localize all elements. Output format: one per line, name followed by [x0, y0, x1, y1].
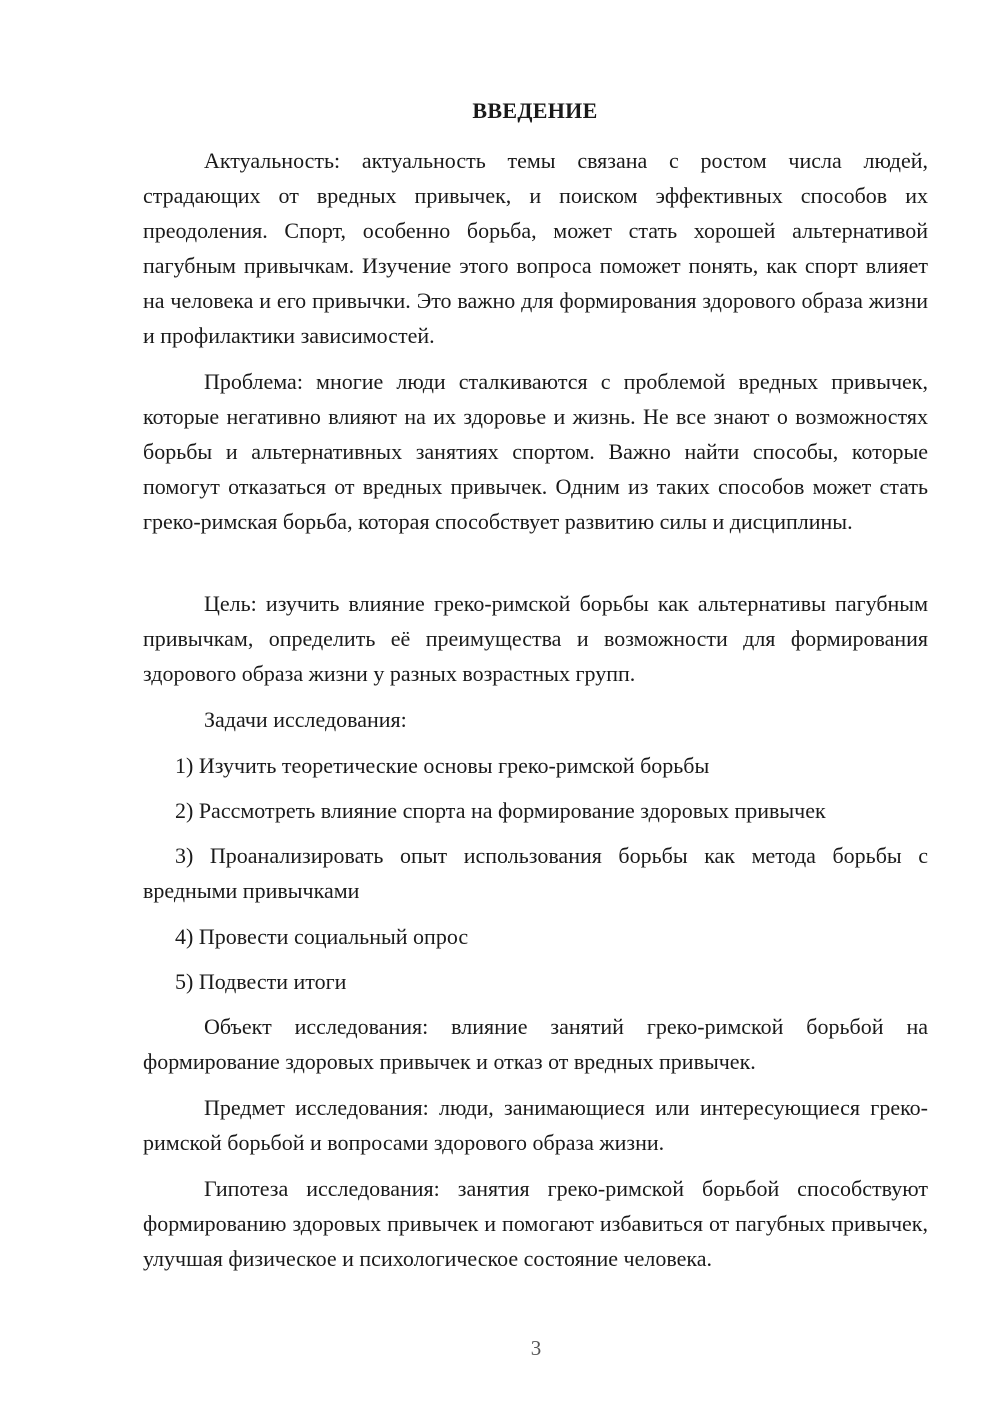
problem-paragraph: Проблема: многие люди сталкиваются с проблемой вредных привычек, которые негативно влияют на их здоровье и жизнь. Не все знают о возможностях борьбы и альтернативных занятиях спортом. Важно найти способы, которые помогут отказаться от вредных привычек. Одним из таких способов может стать греко-римская борьба, которая способствует развитию силы и дисциплины.: [143, 369, 928, 534]
section-title: ВВЕДЕНИЕ: [472, 98, 598, 123]
hypothesis-paragraph: Гипотеза исследования: занятия греко-римской борьбой способствуют формированию здоровых привычек и помогают избавиться от пагубных привычек, улучшая физическое и психологическое состояние человека.: [143, 1176, 928, 1271]
goal-paragraph: Цель: изучить влияние греко-римской борьбы как альтернативы пагубным привычкам, определить её преимущества и возможности для формирования здорового образа жизни у разных возрастных групп.: [143, 591, 928, 686]
task-item: 4) Провести социальный опрос: [175, 924, 469, 949]
subject-paragraph: Предмет исследования: люди, занимающиеся или интересующиеся греко-римской борьбой и вопросами здорового образа жизни.: [143, 1095, 928, 1155]
tasks-heading: Задачи исследования:: [204, 707, 407, 732]
page-number: 3: [530, 1336, 542, 1360]
task-item: 3) Проанализировать опыт использования борьбы как метода борьбы с вредными привычками: [143, 843, 928, 903]
task-item: 2) Рассмотреть влияние спорта на формирование здоровых привычек: [175, 798, 826, 823]
relevance-paragraph: Актуальность: актуальность темы связана с ростом числа людей, страдающих от вредных привычек, и поиском эффективных способов их преодоления. Спорт, особенно борьба, может стать хорошей альтернативой пагубным привычкам. Изучение этого вопроса поможет понять, как спорт влияет на человека и его привычки. Это важно для формирования здорового образа жизни и профилактики зависимостей.: [143, 148, 928, 348]
task-item: 5) Подвести итоги: [175, 969, 347, 994]
task-item: 1) Изучить теоретические основы греко-римской борьбы: [175, 753, 710, 778]
object-paragraph: Объект исследования: влияние занятий греко-римской борьбой на формирование здоровых привычек и отказ от вредных привычек.: [143, 1014, 928, 1074]
